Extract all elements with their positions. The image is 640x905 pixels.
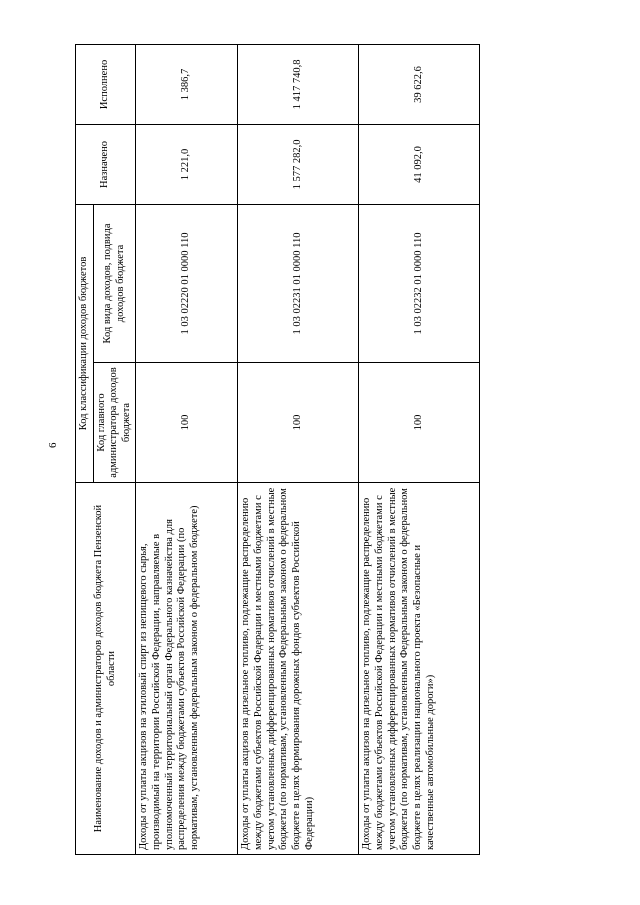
budget-income-table (75, 44, 480, 855)
table-row (238, 44, 359, 854)
header-classification-group: Код классификации доходов бюджетов (76, 204, 94, 482)
row-name: Доходы от уплаты акцизов на дизельное топливо, подлежащие распределению между бюджетами субъектов Российской Федерации и местными бюджетами с учетом установленных дифференцированных нормативов отчислений в местные бюджеты (по нормативам, установленным Федеральным законом о федеральном бюджете в целях формирования дорожных фондов субъектов Российской Федерации) (238, 483, 359, 855)
header-admin-code: Код главного администратора доходов бюджета (94, 363, 136, 483)
table-row (359, 44, 480, 854)
header-row-top (76, 44, 94, 854)
row-admin-code: 100 (136, 363, 238, 483)
header-executed: Исполнено (76, 44, 136, 124)
table-row (136, 44, 238, 854)
row-income-code: 1 03 02232 01 0000 110 (359, 204, 480, 362)
row-admin-code: 100 (359, 363, 480, 483)
row-name: Доходы от уплаты акцизов на дизельное топливо, подлежащие распределению между бюджетами субъектов Российской Федерации и местными бюджетами с учетом установленных дифференцированных нормативов отчислений в местные бюджеты (по нормативам, установленным Федеральным законом о федеральном бюджете в целях реализации национального проекта «Безопасные и качественные автомобильные дороги») (359, 483, 480, 855)
header-assigned: Назначено (76, 124, 136, 204)
header-income-kind-code: Код вида доходов, подвида доходов бюджета (94, 204, 136, 362)
row-income-code: 1 03 02231 01 0000 110 (238, 204, 359, 362)
header-name: Наименование доходов и администраторов доходов бюджета Пензенской области (76, 483, 136, 855)
row-admin-code: 100 (238, 363, 359, 483)
budget-table-rotated (75, 45, 480, 855)
row-name: Доходы от уплаты акцизов на этиловый спирт из непищевого сырья, производимый на территории Российской Федерации, направляемые в уполномоченный территориальный орган Федерального казначейства для распределения между бюджетами субъектов Российской Федерации (по нормативам, установленным федеральным законом о федеральном бюджете) (136, 483, 238, 855)
row-executed: 1 386,7 (136, 44, 238, 124)
page-number: 6 (47, 442, 59, 448)
row-executed: 39 622,6 (359, 44, 480, 124)
row-income-code: 1 03 02220 01 0000 110 (136, 204, 238, 362)
row-assigned: 1 221,0 (136, 124, 238, 204)
row-assigned: 41 092,0 (359, 124, 480, 204)
row-assigned: 1 577 282,0 (238, 124, 359, 204)
row-executed: 1 417 740,8 (238, 44, 359, 124)
